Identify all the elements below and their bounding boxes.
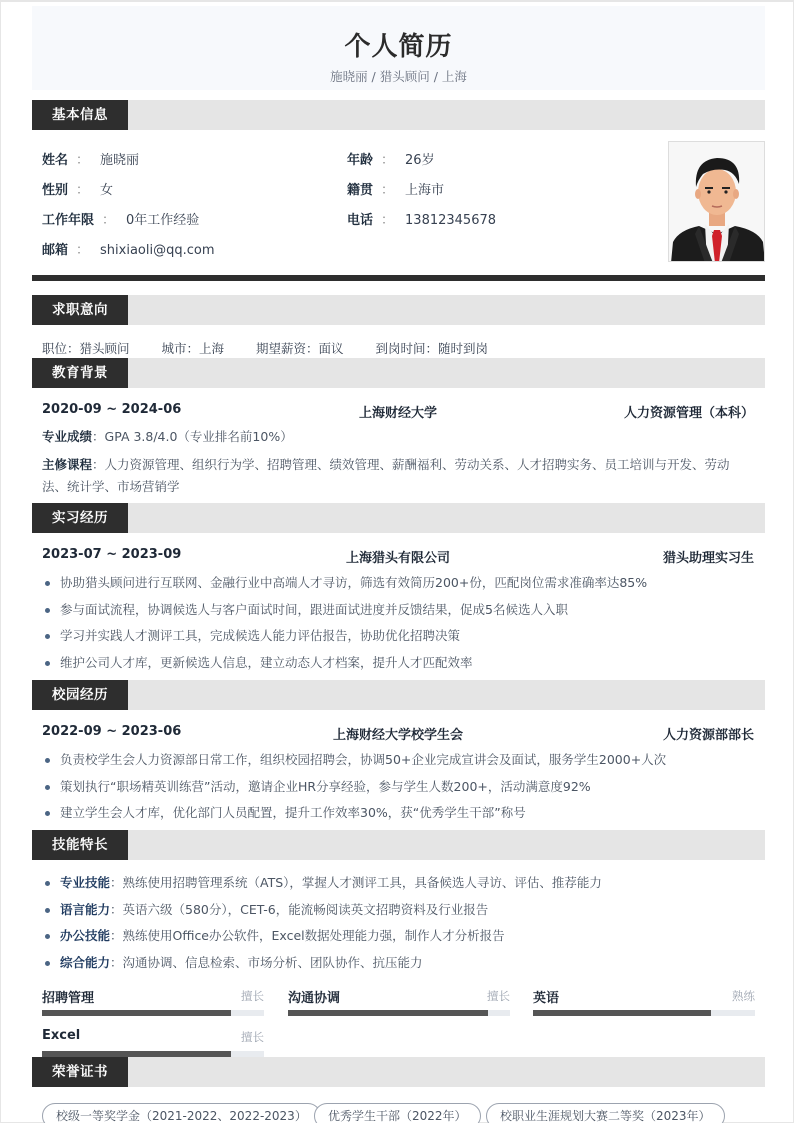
section-header-skills <box>32 830 765 860</box>
skill-progress-track <box>42 1010 264 1016</box>
origin-value: 上海市 <box>405 183 445 198</box>
section-title: 校园经历 <box>32 680 128 710</box>
field-age: 年龄 ： 26岁 <box>347 153 435 168</box>
list-item: 学习并实践人才测评工具，完成候选人能力评估报告，协助优化招聘决策 <box>42 627 754 654</box>
email-value[interactable]: shixiaoli@qq.com <box>100 243 215 258</box>
honor-badge: 校职业生涯规划大赛二等奖（2023年） <box>486 1103 725 1123</box>
campus-role: 人力资源部部长 <box>662 728 754 743</box>
section-header-campus <box>32 680 765 710</box>
campus-bullet-list <box>42 751 754 831</box>
list-item: 参与面试流程，协调候选人与客户面试时间，跟进面试进度并反馈结果，促成5名候选人入职 <box>42 601 754 628</box>
field-gender: 性别 ： 女 <box>42 183 114 198</box>
section-title: 实习经历 <box>32 503 128 533</box>
gender-value: 女 <box>100 183 114 198</box>
avatar-illustration-icon <box>669 142 765 262</box>
internship-bullet-list <box>42 574 754 680</box>
campus-entry-header <box>42 724 754 742</box>
list-item: 策划执行“职场精英训练营”活动，邀请企业HR分享经验，参与学生人数200+，活动满意度92% <box>42 778 754 805</box>
page-subtitle: 施晓丽 / 猎头顾问 / 上海 <box>330 69 467 84</box>
name-value: 施晓丽 <box>100 153 140 168</box>
field-phone: 电话 ： 13812345678 <box>347 213 497 228</box>
list-item: 语言能力：英语六级（580分），CET-6，能流畅阅读英文招聘资料及行业报告 <box>42 901 754 928</box>
age-value: 26岁 <box>405 153 435 168</box>
section-title: 基本信息 <box>32 100 128 130</box>
phone-value: 13812345678 <box>405 213 497 228</box>
intent-availability: 到岗时间：随时到岗 <box>375 341 489 356</box>
list-item: 专业技能：熟练使用招聘管理系统（ATS），掌握人才测评工具，具备候选人寻访、评估、推荐能力 <box>42 874 754 901</box>
education-gpa: 专业成绩：GPA 3.8/4.0（专业排名前10%） <box>42 429 293 444</box>
job-intent-row <box>42 339 516 357</box>
education-period: 2020-09 ~ 2024-06 <box>42 402 182 417</box>
section-header-intent <box>32 295 765 325</box>
skill-bar-communication: 沟通协调 擅长 <box>288 987 510 1021</box>
skill-progress-fill <box>42 1010 231 1016</box>
education-school: 上海财经大学 <box>358 406 437 421</box>
skill-progress-track <box>533 1010 755 1016</box>
section-header-basic <box>32 100 765 130</box>
skills-bullet-list <box>42 874 754 980</box>
field-experience: 工作年限 ： 0年工作经验 <box>42 213 200 228</box>
honor-badge: 校级一等奖学金（2021-2022、2022-2023） <box>42 1103 321 1123</box>
section-title: 教育背景 <box>32 358 128 388</box>
intent-position: 职位：猎头顾问 <box>42 341 130 356</box>
section-title: 求职意向 <box>32 295 128 325</box>
page-title: 个人简历 <box>344 32 453 62</box>
skill-bar-recruiting: 招聘管理 擅长 <box>42 987 264 1021</box>
field-email: 邮箱 ： shixiaoli@qq.com <box>42 243 215 258</box>
list-item: 负责校学生会人力资源部日常工作，组织校园招聘会，协调50+企业完成宣讲会及面试，服务学生2000+人次 <box>42 751 754 778</box>
campus-period: 2022-09 ~ 2023-06 <box>42 724 182 739</box>
skill-progress-track <box>288 1010 510 1016</box>
list-item: 综合能力：沟通协调、信息检索、市场分析、团队协作、抗压能力 <box>42 954 754 981</box>
honor-badge: 优秀学生干部（2022年） <box>314 1103 481 1123</box>
internship-period: 2023-07 ~ 2023-09 <box>42 547 182 562</box>
section-header-honors <box>32 1057 765 1087</box>
education-major: 人力资源管理（本科） <box>623 406 754 421</box>
intent-city: 城市：上海 <box>161 341 225 356</box>
resume-header <box>32 6 765 90</box>
list-item: 建立学生会人才库，优化部门人员配置，提升工作效率30%，获“优秀学生干部”称号 <box>42 804 754 831</box>
internship-company: 上海猎头有限公司 <box>345 551 450 566</box>
internship-role: 猎头助理实习生 <box>662 551 754 566</box>
section-header-internship <box>32 503 765 533</box>
avatar-photo <box>668 141 765 262</box>
experience-value: 0年工作经验 <box>126 213 200 228</box>
skill-bar-excel: Excel 擅长 <box>42 1028 264 1062</box>
field-name: 姓名 ： 施晓丽 <box>42 153 140 168</box>
intent-salary: 期望薪资：面议 <box>256 341 344 356</box>
internship-entry-header <box>42 547 754 565</box>
section-title: 荣誉证书 <box>32 1057 128 1087</box>
list-item: 办公技能：熟练使用Office办公软件，Excel数据处理能力强，制作人才分析报告 <box>42 927 754 954</box>
section-header-education <box>32 358 765 388</box>
list-item: 维护公司人才库，更新候选人信息，建立动态人才档案，提升人才匹配效率 <box>42 654 754 681</box>
section-divider <box>32 275 765 281</box>
education-courses: 主修课程：人力资源管理、组织行为学、招聘管理、绩效管理、薪酬福利、劳动关系、人才招聘实务、员工培训与开发、劳动法、统计学、市场营销学 <box>42 457 730 494</box>
section-title: 技能特长 <box>32 830 128 860</box>
campus-org: 上海财经大学校学生会 <box>332 728 463 743</box>
skill-progress-fill <box>288 1010 488 1016</box>
list-item: 协助猎头顾问进行互联网、金融行业中高端人才寻访，筛选有效简历200+份，匹配岗位需求准确率达85% <box>42 574 754 601</box>
field-origin: 籍贯 ： 上海市 <box>347 183 445 198</box>
education-entry-header <box>42 402 754 420</box>
skill-progress-fill <box>533 1010 711 1016</box>
skill-bar-english: 英语 熟练 <box>533 987 755 1021</box>
